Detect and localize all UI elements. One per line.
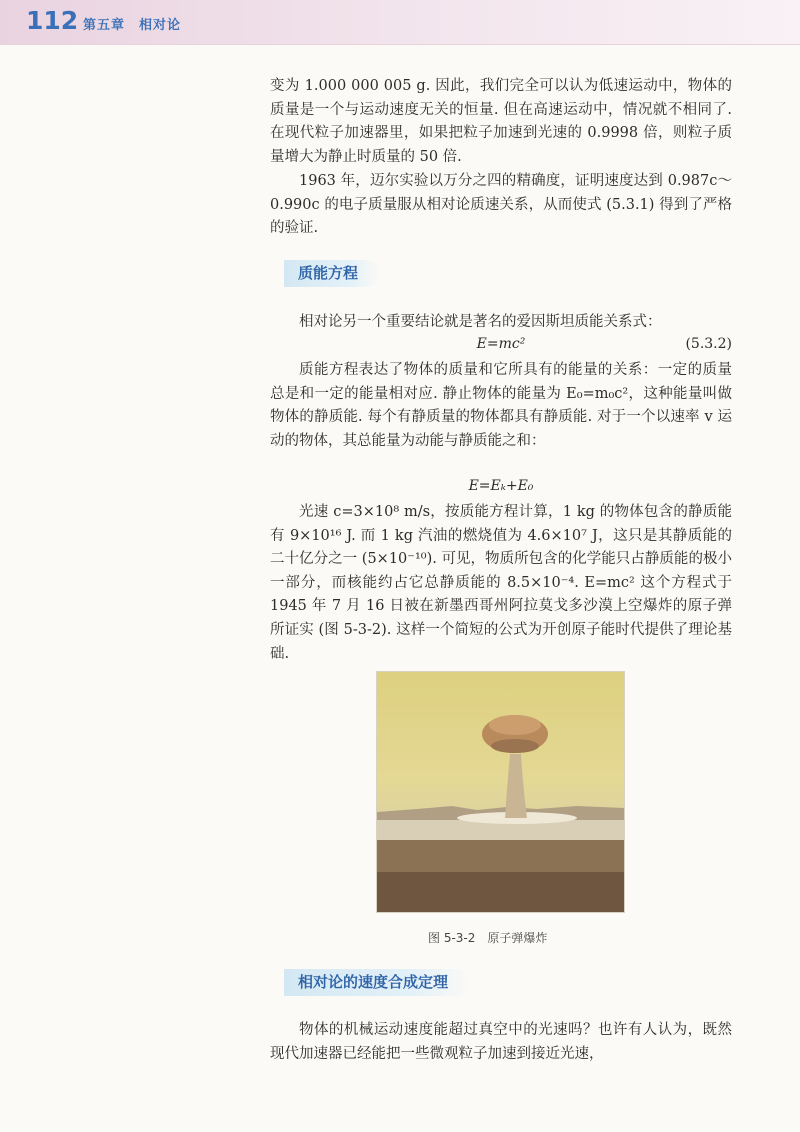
paragraph-text: 变为 1.000 000 005 g. 因此，我们完全可以认为低速运动中，物体的质量是一个与运动速度无关的恒量. 但在高速运动中，情况就不相同了. 在现代粒子加速器里，如果把粒子加速到光速的 0.9998 倍，则粒子质量增大为静止时质量的 50 倍. xyxy=(270,78,732,165)
formula-total-energy xyxy=(270,478,732,500)
page-number: 112 xyxy=(26,6,79,35)
formula-text: E=Eₖ+E₀ xyxy=(468,478,534,494)
formula-emc2 xyxy=(270,336,732,358)
paragraph-text: 物体的机械运动速度能超过真空中的光速吗？也许有人认为，既然现代加速器已经能把一些微观粒子加速到接近光速， xyxy=(270,1022,732,1062)
section-heading-mass-energy: 质能方程 xyxy=(284,260,380,287)
formula-text: E=mc² xyxy=(476,336,526,352)
figure-title: 原子弹爆炸 xyxy=(487,931,548,945)
page-header xyxy=(0,0,800,45)
paragraph-meyer-experiment xyxy=(270,170,732,241)
paragraph-text: 质能方程表达了物体的质量和它所具有的能量的关系：一定的质量总是和一定的能量相对应. 静止物体的能量为 E₀=m₀c²，这种能量叫做物体的静质能. 每个有静质量的物体都具有静质能. 对于一个以速率 v 运动的物体，其总能量为动能与静质能之和： xyxy=(270,362,732,449)
paragraph-text: 光速 c=3×10⁸ m/s，按质能方程计算，1 kg 的物体包含的静质能有 9×10¹⁶ J. 而 1 kg 汽油的燃烧值为 4.6×10⁷ J，这只是其静质能的二十亿分之一 (5×10⁻¹⁰). 可见，物质所包含的化学能只占静质能的极小一部分，而核能约占它总静质能的 8.5×10⁻⁴. E=mc² 这个方程式于 1945 年 7 月 16 日被在新墨西哥州阿拉莫戈多沙漠上空爆炸的原子弹所证实 (图 5-3-2). 这样一个简短的公式为开创原子能时代提供了理论基础. xyxy=(270,504,732,662)
paragraph-light-speed-energy xyxy=(270,501,732,666)
section-heading-velocity-addition: 相对论的速度合成定理 xyxy=(284,969,470,996)
paragraph-einstein-intro xyxy=(270,311,732,335)
figure-number: 图 5-3-2 xyxy=(428,931,476,945)
paragraph-mass-constant xyxy=(270,75,732,169)
chapter-title: 第五章 相对论 xyxy=(83,18,182,33)
equation-number: (5.3.2) xyxy=(685,336,732,352)
paragraph-text: 相对论另一个重要结论就是著名的爱因斯坦质能关系式： xyxy=(299,314,662,330)
paragraph-mass-energy-relation xyxy=(270,359,732,453)
paragraph-text: 1963 年，迈尔实验以万分之四的精确度，证明速度达到 0.987c～0.990c 的电子质量服从相对论质速关系，从而使式 (5.3.1) 得到了严格的验证. xyxy=(270,173,732,237)
paragraph-light-speed-question xyxy=(270,1019,732,1066)
atomic-bomb-explosion-photo xyxy=(377,672,624,912)
figure-caption xyxy=(428,929,547,946)
